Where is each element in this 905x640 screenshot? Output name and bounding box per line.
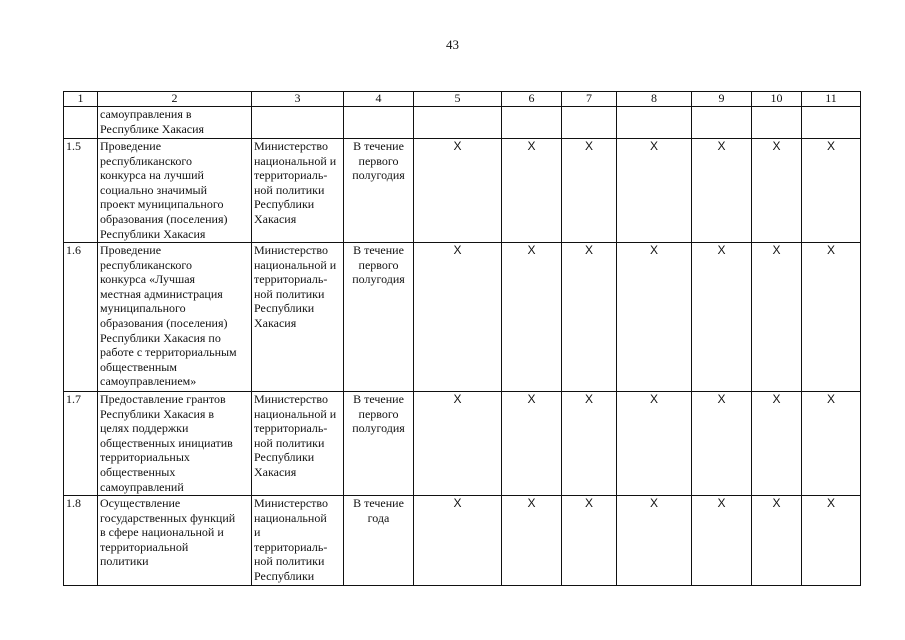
column-number: 2 (98, 92, 252, 107)
mark-cell: Х (562, 496, 617, 586)
mark-cell: Х (414, 139, 502, 243)
mark-cell: Х (802, 392, 861, 496)
mark-cell: Х (802, 243, 861, 392)
mark-cell: Х (502, 139, 562, 243)
mark-cell: Х (802, 139, 861, 243)
mark-cell: Х (617, 243, 692, 392)
event-cell: Предоставление грантов Республики Хакасия в целях поддержки общественных инициатив территориальных общественных самоуправлений (98, 392, 252, 496)
column-number: 5 (414, 92, 502, 107)
term-cell: В течение первого полугодия (344, 243, 414, 392)
mark-cell: Х (617, 496, 692, 586)
mark-cell: Х (752, 243, 802, 392)
table-row (64, 243, 861, 392)
mark-cell (692, 107, 752, 139)
mark-cell: Х (752, 392, 802, 496)
column-number: 10 (752, 92, 802, 107)
column-number: 9 (692, 92, 752, 107)
mark-cell: Х (752, 139, 802, 243)
mark-cell: Х (414, 496, 502, 586)
executor-cell: Министерство национальной и территориаль- ной политики Республики (252, 496, 344, 586)
row-number (64, 107, 98, 139)
column-number: 1 (64, 92, 98, 107)
mark-cell (617, 107, 692, 139)
term-cell: В течение первого полугодия (344, 139, 414, 243)
mark-cell: Х (802, 496, 861, 586)
table-row (64, 107, 861, 139)
mark-cell: Х (617, 139, 692, 243)
row-number: 1.5 (64, 139, 98, 243)
event-cell: самоуправления в Республике Хакасия (98, 107, 252, 139)
event-cell: Проведение республиканского конкурса на лучший социально значимый проект муниципального образования (поселения) Республики Хакасия (98, 139, 252, 243)
row-number: 1.7 (64, 392, 98, 496)
mark-cell (802, 107, 861, 139)
mark-cell: Х (692, 243, 752, 392)
mark-cell: Х (617, 392, 692, 496)
mark-cell: Х (502, 243, 562, 392)
term-cell: В течение первого полугодия (344, 392, 414, 496)
column-number-row (64, 92, 861, 107)
mark-cell: Х (562, 139, 617, 243)
column-number: 7 (562, 92, 617, 107)
executor-cell (252, 107, 344, 139)
mark-cell (562, 107, 617, 139)
table-row (64, 139, 861, 243)
mark-cell: Х (414, 392, 502, 496)
plan-table (63, 91, 861, 586)
mark-cell: Х (562, 392, 617, 496)
mark-cell (502, 107, 562, 139)
column-number: 8 (617, 92, 692, 107)
mark-cell (414, 107, 502, 139)
table-row (64, 392, 861, 496)
page-number: 43 (446, 37, 459, 52)
mark-cell: Х (752, 496, 802, 586)
mark-cell: Х (692, 496, 752, 586)
event-cell: Проведение республиканского конкурса «Лучшая местная администрация муниципального образования (поселения) Республики Хакасия по работе с территориальным общественным самоуправлением» (98, 243, 252, 392)
mark-cell: Х (414, 243, 502, 392)
event-cell: Осуществление государственных функций в сфере национальной и территориальной политики (98, 496, 252, 586)
mark-cell (752, 107, 802, 139)
column-number: 3 (252, 92, 344, 107)
mark-cell: Х (692, 139, 752, 243)
mark-cell: Х (502, 496, 562, 586)
executor-cell: Министерство национальной и территориаль- ной политики Республики Хакасия (252, 243, 344, 392)
executor-cell: Министерство национальной и территориаль- ной политики Республики Хакасия (252, 139, 344, 243)
mark-cell: Х (502, 392, 562, 496)
column-number: 4 (344, 92, 414, 107)
mark-cell: Х (692, 392, 752, 496)
column-number: 6 (502, 92, 562, 107)
column-number: 11 (802, 92, 861, 107)
term-cell: В течение года (344, 496, 414, 586)
table-row (64, 496, 861, 586)
term-cell (344, 107, 414, 139)
mark-cell: Х (562, 243, 617, 392)
row-number: 1.8 (64, 496, 98, 586)
row-number: 1.6 (64, 243, 98, 392)
executor-cell: Министерство национальной и территориаль- ной политики Республики Хакасия (252, 392, 344, 496)
